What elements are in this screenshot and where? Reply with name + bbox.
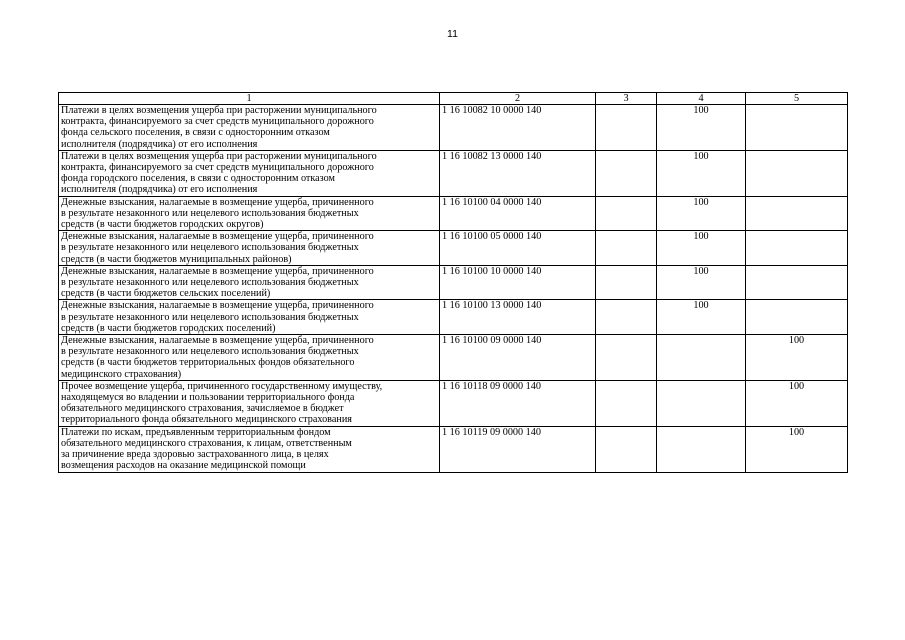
row-name-line: средств (в части бюджетов городских поселений) bbox=[61, 322, 276, 334]
row-name-line: контракта, финансируемого за счет средств муниципального дорожного bbox=[61, 162, 374, 174]
row-col5-cell: 100 bbox=[746, 380, 848, 426]
row-name-line: в результате незаконного или нецелевого использования бюджетных bbox=[61, 311, 359, 323]
row-name-line: Денежные взыскания, налагаемые в возмещение ущерба, причиненного bbox=[61, 300, 374, 312]
row-name-line: средств (в части бюджетов сельских поселений) bbox=[61, 288, 271, 300]
row-col5-cell bbox=[746, 150, 848, 196]
row-col5-cell bbox=[746, 231, 848, 266]
table-row bbox=[59, 300, 848, 335]
row-name-cell bbox=[59, 231, 440, 266]
row-col4-cell: 100 bbox=[657, 265, 746, 300]
header-col-2: 2 bbox=[440, 93, 596, 105]
row-name-line: исполнителя (подрядчика) от его исполнения bbox=[61, 138, 258, 150]
row-col3-cell bbox=[596, 265, 657, 300]
header-col-3: 3 bbox=[596, 93, 657, 105]
row-name-line: фонда сельского поселения, в связи с односторонним отказом bbox=[61, 127, 330, 139]
row-code-cell: 1 16 10082 13 0000 140 bbox=[440, 150, 596, 196]
row-col4-cell: 100 bbox=[657, 300, 746, 335]
row-name-line: средств (в части бюджетов территориальных фондов обязательного bbox=[61, 357, 355, 369]
row-name-line: обязательного медицинского страхования, к лицам, ответственным bbox=[61, 437, 352, 449]
row-code-cell: 1 16 10100 09 0000 140 bbox=[440, 335, 596, 381]
row-name-line: средств (в части бюджетов муниципальных районов) bbox=[61, 253, 292, 265]
row-col3-cell bbox=[596, 105, 657, 151]
row-name-cell bbox=[59, 265, 440, 300]
row-col5-cell bbox=[746, 196, 848, 231]
row-col4-cell: 100 bbox=[657, 150, 746, 196]
row-code-cell: 1 16 10082 10 0000 140 bbox=[440, 105, 596, 151]
row-name-cell bbox=[59, 335, 440, 381]
row-name-cell bbox=[59, 380, 440, 426]
row-name-line: Денежные взыскания, налагаемые в возмещение ущерба, причиненного bbox=[61, 335, 374, 347]
row-col3-cell bbox=[596, 196, 657, 231]
row-name-line: Денежные взыскания, налагаемые в возмещение ущерба, причиненного bbox=[61, 265, 374, 277]
row-col4-cell bbox=[657, 426, 746, 472]
page-number: 11 bbox=[447, 28, 458, 40]
row-name-cell bbox=[59, 105, 440, 151]
header-row bbox=[59, 93, 848, 105]
row-code-cell: 1 16 10100 04 0000 140 bbox=[440, 196, 596, 231]
row-name-line: за причинение вреда здоровью застрахованного лица, в целях bbox=[61, 449, 329, 461]
row-name-line: в результате незаконного или нецелевого использования бюджетных bbox=[61, 207, 359, 219]
row-col5-cell: 100 bbox=[746, 426, 848, 472]
row-code-cell: 1 16 10118 09 0000 140 bbox=[440, 380, 596, 426]
row-name-line: в результате незаконного или нецелевого использования бюджетных bbox=[61, 346, 359, 358]
row-code-cell: 1 16 10119 09 0000 140 bbox=[440, 426, 596, 472]
table-row bbox=[59, 335, 848, 381]
table-row bbox=[59, 265, 848, 300]
row-name-cell bbox=[59, 196, 440, 231]
row-name-line: исполнителя (подрядчика) от его исполнения bbox=[61, 184, 258, 196]
row-col4-cell: 100 bbox=[657, 105, 746, 151]
row-col4-cell: 100 bbox=[657, 231, 746, 266]
budget-table bbox=[58, 92, 848, 473]
row-name-line: находящемуся во владении и пользовании территориального фонда bbox=[61, 392, 355, 404]
row-code-cell: 1 16 10100 13 0000 140 bbox=[440, 300, 596, 335]
row-col3-cell bbox=[596, 231, 657, 266]
row-name-line: фонда городского поселения, в связи с односторонним отказом bbox=[61, 173, 335, 185]
row-name-line: Платежи в целях возмещения ущерба при расторжении муниципального bbox=[61, 150, 377, 162]
row-name-line: Платежи в целях возмещения ущерба при расторжении муниципального bbox=[61, 105, 377, 116]
row-name-line: медицинского страхования) bbox=[61, 368, 182, 380]
row-col3-cell bbox=[596, 300, 657, 335]
row-col4-cell bbox=[657, 335, 746, 381]
row-col5-cell bbox=[746, 265, 848, 300]
row-name-cell bbox=[59, 150, 440, 196]
table-row bbox=[59, 196, 848, 231]
header-col-4: 4 bbox=[657, 93, 746, 105]
header-col-1: 1 bbox=[59, 93, 440, 105]
row-col5-cell: 100 bbox=[746, 335, 848, 381]
row-name-line: возмещения расходов на оказание медицинской помощи bbox=[61, 460, 306, 472]
row-col4-cell: 100 bbox=[657, 196, 746, 231]
table-row bbox=[59, 426, 848, 472]
row-col3-cell bbox=[596, 335, 657, 381]
row-name-cell bbox=[59, 426, 440, 472]
row-col4-cell bbox=[657, 380, 746, 426]
table-row bbox=[59, 380, 848, 426]
row-name-line: средств (в части бюджетов городских округов) bbox=[61, 219, 264, 231]
row-name-line: обязательного медицинского страхования, зачисляемое в бюджет bbox=[61, 403, 344, 415]
table-row bbox=[59, 150, 848, 196]
row-col5-cell bbox=[746, 105, 848, 151]
row-code-cell: 1 16 10100 10 0000 140 bbox=[440, 265, 596, 300]
row-col5-cell bbox=[746, 300, 848, 335]
row-name-line: Платежи по искам, предъявленным территориальным фондом bbox=[61, 426, 331, 438]
row-col3-cell bbox=[596, 426, 657, 472]
row-name-line: Денежные взыскания, налагаемые в возмещение ущерба, причиненного bbox=[61, 196, 374, 208]
row-name-line: территориального фонда обязательного медицинского страхования bbox=[61, 414, 352, 426]
row-name-line: в результате незаконного или нецелевого использования бюджетных bbox=[61, 242, 359, 254]
row-name-line: в результате незаконного или нецелевого использования бюджетных bbox=[61, 277, 359, 289]
header-col-5: 5 bbox=[746, 93, 848, 105]
table-row bbox=[59, 105, 848, 151]
row-name-line: контракта, финансируемого за счет средств муниципального дорожного bbox=[61, 116, 374, 128]
row-code-cell: 1 16 10100 05 0000 140 bbox=[440, 231, 596, 266]
row-col3-cell bbox=[596, 150, 657, 196]
row-name-cell bbox=[59, 300, 440, 335]
row-name-line: Прочее возмещение ущерба, причиненного государственному имуществу, bbox=[61, 380, 383, 392]
row-name-line: Денежные взыскания, налагаемые в возмещение ущерба, причиненного bbox=[61, 231, 374, 243]
table-row bbox=[59, 231, 848, 266]
row-col3-cell bbox=[596, 380, 657, 426]
